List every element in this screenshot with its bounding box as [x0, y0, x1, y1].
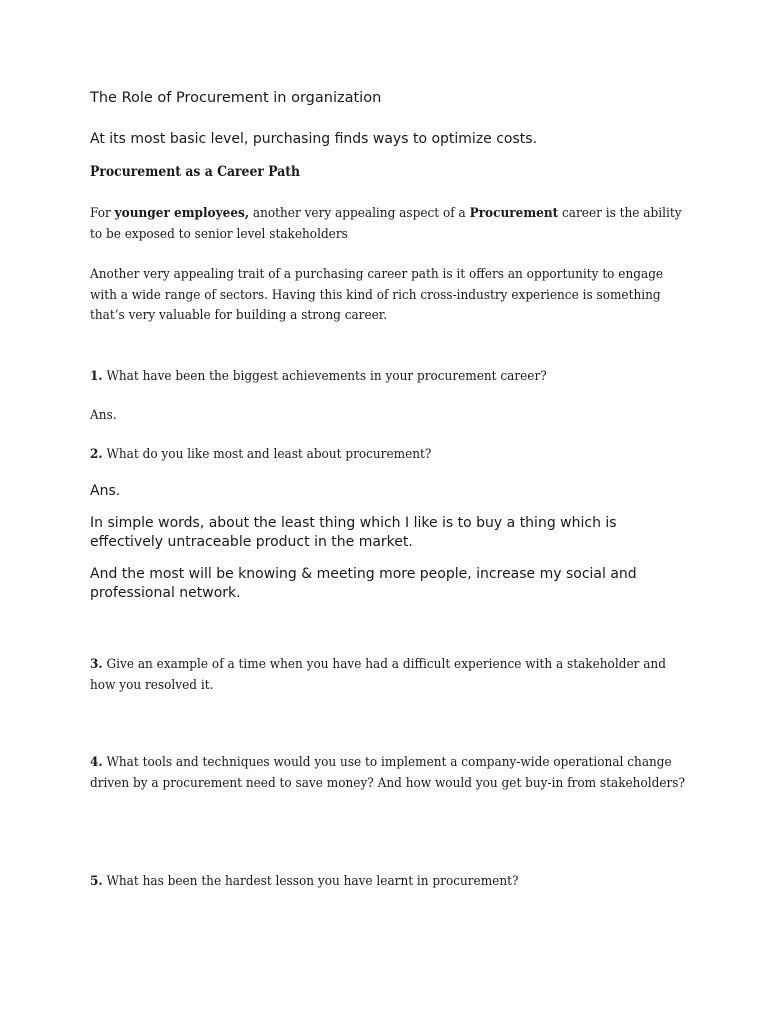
- section-heading: Procurement as a Career Path: [90, 164, 301, 180]
- question-3: 3. Give an example of a time when you have had a difficult experience with a stakeholder and how you resolved it.: [90, 657, 666, 693]
- intro-text: At its most basic level, purchasing finds ways to optimize costs.: [90, 131, 538, 147]
- paragraph-career-path: Another very appealing trait of a purchasing career path is it offers an opportunity to engage with a wide range of sectors. Having this kind of rich cross-industry experience is something that’s very valuable for building a strong career.: [90, 267, 664, 323]
- paragraph-younger-employees: For younger employees, another very appealing aspect of a Procurement career is the ability to be exposed to senior level stakeholders: [90, 206, 682, 242]
- question-5: 5. What has been the hardest lesson you have learnt in procurement?: [90, 874, 519, 889]
- answer-label-1: Ans.: [90, 408, 117, 423]
- question-1: 1. What have been the biggest achievements in your procurement career?: [90, 369, 547, 384]
- document-title: The Role of Procurement in organization: [90, 90, 382, 106]
- question-4: 4. What tools and techniques would you use to implement a company-wide operational change driven by a procurement need to save money? And how would you get buy-in from stakeholders?: [90, 755, 685, 791]
- question-2: 2. What do you like most and least about procurement?: [90, 447, 432, 462]
- answer-2-paragraph-2: And the most will be knowing & meeting more people, increase my social and professional network.: [90, 566, 637, 601]
- answer-label-2: Ans.: [90, 483, 121, 499]
- answer-2-paragraph-1: In simple words, about the least thing which I like is to buy a thing which is effectively untraceable product in the market.: [90, 515, 617, 550]
